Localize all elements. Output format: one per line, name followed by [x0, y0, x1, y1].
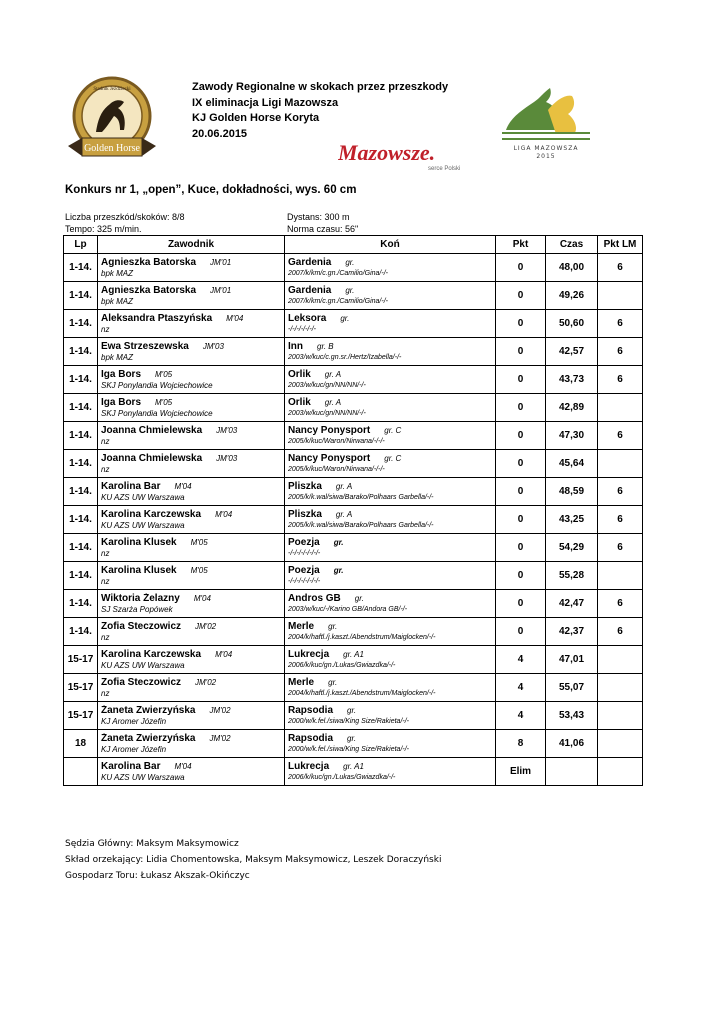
horse-group: gr. — [347, 733, 357, 743]
horse-group: gr. — [333, 565, 344, 575]
horse-pedigree: 2003/w/kuc/c.gn.sr./Hertz/Izabella/-/- — [288, 353, 402, 361]
horse-pedigree: 2003/w/kuc/gn/NN/NN/-/- — [288, 381, 366, 389]
rider-cell — [98, 758, 285, 786]
rank-cell: 1-14. — [64, 478, 98, 506]
horse-name: Merle — [288, 676, 315, 688]
rider-cell — [98, 730, 285, 758]
rider-club: SKJ Ponylandia Wojciechowice — [101, 380, 213, 390]
horse-name: Lukrecja — [288, 648, 330, 660]
rider-category: M'05 — [190, 565, 208, 575]
rider-category: JM'03 — [202, 341, 224, 351]
horse-cell — [285, 450, 496, 478]
rider-category: M'05 — [155, 397, 173, 407]
time-cell: 42,89 — [546, 394, 598, 422]
rider-club: nz — [101, 548, 110, 558]
event-venue: KJ Golden Horse Koryta — [192, 112, 320, 124]
horse-cell — [285, 702, 496, 730]
rider-cell — [98, 282, 285, 310]
jury-panel: Skład orzekający: Lidia Chomentowska, Maksym Maksymowicz, Leszek Doraczyński — [65, 855, 442, 865]
horse-group: gr. — [328, 677, 338, 687]
col-header-pkt: Pkt — [496, 236, 546, 254]
rank-cell — [64, 758, 98, 786]
penalty-points: 8 — [496, 730, 546, 758]
rank-cell: 1-14. — [64, 590, 98, 618]
horse-pedigree: 2000/w/k.fel./siwa/King Size/Rakieta/-/- — [288, 717, 409, 725]
golden-horse-arc-text: Stadnik Jeździecki — [93, 87, 131, 92]
officials-footer — [65, 836, 441, 884]
time-cell: 50,60 — [546, 310, 598, 338]
results-table — [63, 235, 643, 786]
mazowsze-word: Mazowsze. — [338, 140, 436, 165]
rank-cell: 1-14. — [64, 562, 98, 590]
penalty-points: 4 — [496, 674, 546, 702]
rider-club: KU AZS UW Warszawa — [101, 492, 185, 502]
contest-title: Konkurs nr 1, „open”, Kuce, dokładności, wys. 60 cm — [65, 184, 357, 196]
rider-name: Iga Bors — [101, 368, 142, 380]
horse-group: gr. A — [335, 481, 353, 491]
golden-horse-logo — [62, 72, 162, 172]
time-cell: 42,37 — [546, 618, 598, 646]
horse-pedigree: 2006/k/kuc/gn./Lukas/Gwiazdka/-/- — [288, 661, 396, 669]
liga-year: 2015 — [536, 153, 556, 160]
horse-name: Rapsodia — [288, 732, 334, 744]
rider-category: M'04 — [193, 593, 211, 603]
horse-group: gr. C — [384, 425, 402, 435]
time-cell: 48,00 — [546, 254, 598, 282]
horse-cell — [285, 590, 496, 618]
rider-club: KU AZS UW Warszawa — [101, 772, 185, 782]
rider-name: Ewa Strzeszewska — [101, 340, 189, 352]
rider-cell — [98, 562, 285, 590]
table-row — [64, 478, 643, 506]
chief-judge: Sędzia Główny: Maksym Maksymowicz — [65, 839, 239, 849]
time-cell: 55,28 — [546, 562, 598, 590]
golden-horse-ribbon-text: Golden Horse — [84, 143, 140, 154]
rider-club: nz — [101, 324, 110, 334]
table-row — [64, 646, 643, 674]
rider-cell — [98, 478, 285, 506]
rank-cell: 1-14. — [64, 534, 98, 562]
horse-name: Inn — [288, 340, 303, 352]
rider-category: JM'03 — [216, 425, 238, 435]
liga-mazowsza-logo — [500, 80, 592, 162]
rider-category: M'05 — [190, 537, 208, 547]
distance: Dystans: 300 m — [287, 212, 350, 222]
table-row — [64, 394, 643, 422]
obstacle-count: Liczba przeszkód/skoków: 8/8 — [65, 212, 185, 222]
horse-name: Nancy Ponysport — [288, 424, 371, 436]
horse-pedigree: 2004/k/haftl./j.kaszt./Abendstrum/Maiglocken/-/- — [288, 633, 436, 641]
horse-name: Andros GB — [288, 592, 341, 604]
horse-name: Pliszka — [288, 508, 322, 520]
horse-name: Nancy Ponysport — [288, 452, 371, 464]
horse-group: gr. — [340, 313, 350, 323]
table-row — [64, 338, 643, 366]
rider-name: Joanna Chmielewska — [101, 424, 203, 436]
rider-club: bpk MAZ — [101, 352, 134, 362]
rider-club: nz — [101, 688, 110, 698]
rider-club: KJ Aromer Józefin — [101, 744, 167, 754]
rank-cell: 1-14. — [64, 254, 98, 282]
horse-pedigree: 2006/k/kuc/gn./Lukas/Gwiazdka/-/- — [288, 773, 396, 781]
league-points — [598, 562, 643, 590]
horse-group: gr. B — [317, 341, 334, 351]
horse-name: Lukrecja — [288, 760, 330, 772]
penalty-points: 0 — [496, 338, 546, 366]
penalty-points: 0 — [496, 590, 546, 618]
table-row — [64, 730, 643, 758]
horse-cell — [285, 562, 496, 590]
horse-name: Leksora — [288, 312, 327, 324]
league-points — [598, 394, 643, 422]
horse-cell — [285, 730, 496, 758]
horse-group: gr. — [345, 257, 355, 267]
col-header-lp: Lp — [64, 236, 98, 254]
penalty-points: 0 — [496, 450, 546, 478]
rider-category: M'04 — [226, 313, 244, 323]
rank-cell: 18 — [64, 730, 98, 758]
penalty-points: 0 — [496, 282, 546, 310]
horse-cell — [285, 422, 496, 450]
penalty-points: 0 — [496, 562, 546, 590]
horse-name: Pliszka — [288, 480, 322, 492]
horse-pedigree: -/-/-/-/-/-/- — [288, 325, 316, 333]
event-header — [192, 80, 448, 142]
table-row — [64, 618, 643, 646]
rider-club: nz — [101, 464, 110, 474]
table-row — [64, 758, 643, 786]
rider-category: M'04 — [174, 761, 192, 771]
time-cell: 47,01 — [546, 646, 598, 674]
horse-cell — [285, 674, 496, 702]
penalty-points: 0 — [496, 478, 546, 506]
table-row — [64, 366, 643, 394]
rider-name: Wiktoria Żelazny — [101, 592, 180, 604]
table-row — [64, 310, 643, 338]
rank-cell: 1-14. — [64, 282, 98, 310]
horse-pedigree: 2005/k/k.wal/siwa/Barako/Polhaars Garbella/-/- — [288, 493, 434, 501]
horse-pedigree: 2003/w/kuc/gn/NN/NN/-/- — [288, 409, 366, 417]
time-cell: 47,30 — [546, 422, 598, 450]
table-row — [64, 506, 643, 534]
rider-category: JM'02 — [195, 621, 217, 631]
horse-cell — [285, 282, 496, 310]
time-cell: 55,07 — [546, 674, 598, 702]
penalty-points: 0 — [496, 366, 546, 394]
horse-name: Gardenia — [288, 284, 332, 296]
rider-name: Karolina Bar — [101, 480, 161, 492]
time-norm: Norma czasu: 56" — [287, 224, 359, 234]
liga-caption: LIGA MAZOWSZA — [513, 145, 579, 152]
league-points: 6 — [598, 506, 643, 534]
event-subtitle: IX eliminacja Ligi Mazowsza — [192, 96, 339, 109]
rank-cell: 1-14. — [64, 450, 98, 478]
horse-group: gr. A — [335, 509, 353, 519]
horse-pedigree: 2005/k/kuc/Waron/Nirwana/-/-/- — [288, 465, 385, 473]
horse-group: gr. A1 — [343, 761, 364, 771]
col-header-rider: Zawodnik — [98, 236, 285, 254]
horse-cell — [285, 534, 496, 562]
horse-pedigree: 2005/k/k.wal/siwa/Barako/Polhaars Garbella/-/- — [288, 521, 434, 529]
rank-cell: 1-14. — [64, 618, 98, 646]
rider-cell — [98, 534, 285, 562]
table-row — [64, 674, 643, 702]
event-date: 20.06.2015 — [192, 127, 248, 140]
course-host: Gospodarz Toru: Łukasz Akszak-Okińczyc — [65, 871, 250, 881]
horse-group: gr. — [345, 285, 355, 295]
horse-cell — [285, 310, 496, 338]
horse-pedigree: -/-/-/-/-/-/-/- — [288, 577, 321, 585]
horse-group: gr. A — [324, 369, 342, 379]
col-header-czas: Czas — [546, 236, 598, 254]
rider-cell — [98, 506, 285, 534]
horse-name: Gardenia — [288, 256, 332, 268]
table-row — [64, 422, 643, 450]
horse-cell — [285, 366, 496, 394]
table-row — [64, 534, 643, 562]
horse-group: gr. — [347, 705, 357, 715]
horse-cell — [285, 478, 496, 506]
league-points: 6 — [598, 534, 643, 562]
rank-cell: 1-14. — [64, 506, 98, 534]
horse-pedigree: -/-/-/-/-/-/-/- — [288, 549, 321, 557]
time-cell: 45,64 — [546, 450, 598, 478]
league-points — [598, 758, 643, 786]
horse-name: Orlik — [288, 396, 311, 408]
table-row — [64, 282, 643, 310]
league-points: 6 — [598, 366, 643, 394]
rider-category: JM'02 — [195, 677, 217, 687]
rank-cell: 1-14. — [64, 394, 98, 422]
rider-name: Karolina Karczewska — [101, 648, 202, 660]
rider-category: M'04 — [215, 509, 233, 519]
horse-group: gr. — [333, 537, 344, 547]
horse-group: gr. A — [324, 397, 342, 407]
horse-group: gr. C — [384, 453, 402, 463]
league-points — [598, 702, 643, 730]
penalty-points: 0 — [496, 506, 546, 534]
col-header-horse: Koń — [285, 236, 496, 254]
rider-cell — [98, 422, 285, 450]
horse-name: Merle — [288, 620, 315, 632]
horse-group: gr. A1 — [343, 649, 364, 659]
rank-cell: 15-17 — [64, 702, 98, 730]
horse-cell — [285, 254, 496, 282]
rider-club: KJ Aromer Józefin — [101, 716, 167, 726]
horse-pedigree: 2003/w/kuc/-/Karino GB/Andora GB/-/- — [288, 605, 408, 613]
rider-name: Zofia Steczowicz — [101, 676, 182, 688]
rider-cell — [98, 254, 285, 282]
rider-club: nz — [101, 436, 110, 446]
horse-cell — [285, 646, 496, 674]
league-points: 6 — [598, 618, 643, 646]
horse-group: gr. — [354, 593, 364, 603]
rank-cell: 1-14. — [64, 366, 98, 394]
rider-cell — [98, 310, 285, 338]
time-cell: 43,73 — [546, 366, 598, 394]
league-points — [598, 674, 643, 702]
penalty-points: 0 — [496, 618, 546, 646]
rider-cell — [98, 394, 285, 422]
horse-group: gr. — [328, 621, 338, 631]
table-header-row — [64, 236, 643, 254]
horse-cell — [285, 394, 496, 422]
table-row — [64, 450, 643, 478]
rider-club: bpk MAZ — [101, 296, 134, 306]
penalty-points: 0 — [496, 310, 546, 338]
rider-club: nz — [101, 576, 110, 586]
horse-cell — [285, 338, 496, 366]
rider-club: nz — [101, 632, 110, 642]
league-points — [598, 646, 643, 674]
league-points: 6 — [598, 310, 643, 338]
table-row — [64, 562, 643, 590]
rider-name: Żaneta Zwierzyńska — [101, 732, 196, 744]
horse-name: Rapsodia — [288, 704, 334, 716]
time-cell: 43,25 — [546, 506, 598, 534]
rider-cell — [98, 646, 285, 674]
rider-name: Joanna Chmielewska — [101, 452, 203, 464]
rider-cell — [98, 366, 285, 394]
rider-name: Żaneta Zwierzyńska — [101, 704, 196, 716]
mazowsze-logo — [338, 140, 478, 172]
rank-cell: 1-14. — [64, 338, 98, 366]
penalty-points: 0 — [496, 422, 546, 450]
rider-club: SKJ Ponylandia Wojciechowice — [101, 408, 213, 418]
rider-cell — [98, 338, 285, 366]
league-points — [598, 450, 643, 478]
rider-category: JM'01 — [210, 285, 232, 295]
league-points: 6 — [598, 590, 643, 618]
horse-pedigree: 2007/k/km/c.gn./Camilio/Gina/-/- — [288, 297, 388, 305]
rider-name: Iga Bors — [101, 396, 142, 408]
horse-name: Poezja — [288, 564, 320, 576]
horse-pedigree: 2000/w/k.fel./siwa/King Size/Rakieta/-/- — [288, 745, 409, 753]
rank-cell: 15-17 — [64, 674, 98, 702]
horse-cell — [285, 758, 496, 786]
time-cell: 48,59 — [546, 478, 598, 506]
event-title: Zawody Regionalne w skokach przez przeszkody — [192, 81, 449, 93]
penalty-points: 0 — [496, 394, 546, 422]
horse-cell — [285, 506, 496, 534]
penalty-points: 0 — [496, 534, 546, 562]
rider-cell — [98, 702, 285, 730]
mazowsze-tagline: serce Polski — [428, 166, 461, 172]
rank-cell: 1-14. — [64, 310, 98, 338]
rider-club: bpk MAZ — [101, 268, 134, 278]
horse-name: Orlik — [288, 368, 311, 380]
col-header-pktlm: Pkt LM — [598, 236, 643, 254]
league-points — [598, 730, 643, 758]
league-points — [598, 282, 643, 310]
rider-cell — [98, 590, 285, 618]
rank-cell: 1-14. — [64, 422, 98, 450]
rider-name: Karolina Klusek — [101, 536, 177, 548]
time-cell: 54,29 — [546, 534, 598, 562]
rider-name: Karolina Bar — [101, 760, 161, 772]
penalty-points: 4 — [496, 646, 546, 674]
horse-name: Poezja — [288, 536, 320, 548]
rider-club: KU AZS UW Warszawa — [101, 660, 185, 670]
league-points: 6 — [598, 478, 643, 506]
league-points: 6 — [598, 338, 643, 366]
rider-name: Zofia Steczowicz — [101, 620, 182, 632]
time-cell — [546, 758, 598, 786]
rider-name: Agnieszka Batorska — [101, 256, 197, 268]
rider-category: M'04 — [174, 481, 192, 491]
rider-cell — [98, 674, 285, 702]
rider-category: JM'02 — [209, 733, 231, 743]
time-cell: 42,47 — [546, 590, 598, 618]
time-cell: 42,57 — [546, 338, 598, 366]
rider-category: M'04 — [215, 649, 233, 659]
horse-pedigree: 2007/k/km/c.gn./Camilio/Gina/-/- — [288, 269, 388, 277]
rider-category: JM'03 — [216, 453, 238, 463]
rider-name: Agnieszka Batorska — [101, 284, 197, 296]
rider-category: M'05 — [155, 369, 173, 379]
time-cell: 49,26 — [546, 282, 598, 310]
horse-pedigree: 2005/k/kuc/Waron/Nirwana/-/-/- — [288, 437, 385, 445]
penalty-points: 0 — [496, 254, 546, 282]
tempo: Tempo: 325 m/min. — [65, 224, 142, 234]
rider-club: KU AZS UW Warszawa — [101, 520, 185, 530]
penalty-points: 4 — [496, 702, 546, 730]
horse-pedigree: 2004/k/haftl./j.kaszt./Abendstrum/Maiglocken/-/- — [288, 689, 436, 697]
time-cell: 41,06 — [546, 730, 598, 758]
rider-name: Karolina Karczewska — [101, 508, 202, 520]
rank-cell: 15-17 — [64, 646, 98, 674]
table-row — [64, 702, 643, 730]
league-points: 6 — [598, 254, 643, 282]
penalty-points: Elim — [496, 758, 546, 786]
rider-name: Aleksandra Ptaszyńska — [101, 312, 213, 324]
rider-cell — [98, 450, 285, 478]
rider-category: JM'01 — [210, 257, 232, 267]
league-points: 6 — [598, 422, 643, 450]
table-row — [64, 590, 643, 618]
table-row — [64, 254, 643, 282]
rider-name: Karolina Klusek — [101, 564, 177, 576]
rider-category: JM'02 — [209, 705, 231, 715]
time-cell: 53,43 — [546, 702, 598, 730]
rider-club: SJ Szarża Popówek — [101, 604, 173, 614]
horse-cell — [285, 618, 496, 646]
rider-cell — [98, 618, 285, 646]
